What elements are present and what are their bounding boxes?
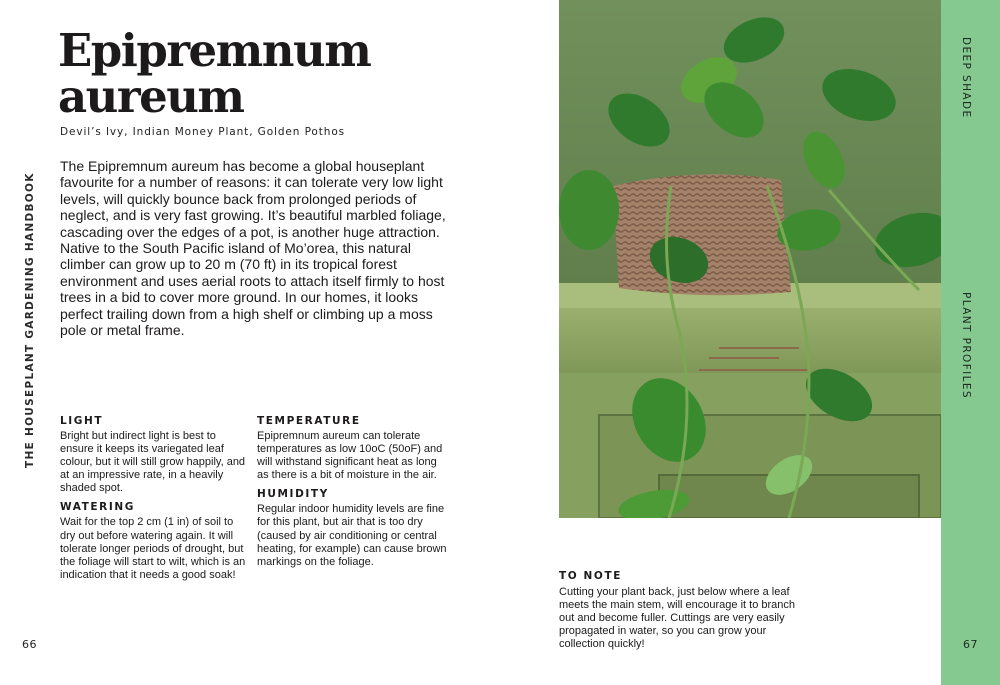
temperature-heading: TEMPERATURE — [257, 415, 361, 427]
plant-photo — [559, 0, 941, 518]
section-tab-deep-shade: DEEP SHADE — [960, 37, 972, 119]
title-line-1: Epipremnum — [58, 24, 371, 77]
section-tab-plant-profiles: PLANT PROFILES — [960, 292, 972, 399]
care-column-left — [60, 415, 250, 588]
to-note-text: Cutting your plant back, just below where a leaf meets the main stem, will encourage it to branch out and become fuller. Cuttings are very easily propagated in water, so you can grow your collection quickly! — [559, 586, 796, 651]
to-note-heading: TO NOTE — [559, 570, 622, 582]
humidity-text: Regular indoor humidity levels are fine for this plant, but air that is too dry (caused by air conditioning or central heating, for example) can cause brown markings on the foliage. — [257, 503, 447, 568]
care-section-temperature — [257, 415, 447, 482]
title-line-2: aureum — [58, 70, 244, 123]
care-column-right — [257, 415, 447, 575]
page-number-left: 66 — [22, 638, 37, 651]
light-heading: LIGHT — [60, 415, 104, 427]
watering-heading: WATERING — [60, 501, 135, 514]
section-sidebar — [941, 0, 1000, 685]
light-text: Bright but indirect light is best to ensure it keeps its variegated leaf colour, but it will still grow happily, and at an impressive rate, in a heavily shaded spot. — [60, 430, 246, 495]
care-section-humidity — [257, 488, 447, 568]
humidity-heading: HUMIDITY — [257, 488, 329, 501]
watering-text: Wait for the top 2 cm (1 in) of soil to dry out before watering again. It will tolerate longer periods of drought, but the foliage will start to wilt, which is an indication that it needs a good soak! — [60, 516, 246, 581]
to-note-section — [559, 570, 809, 657]
care-section-watering — [60, 501, 250, 581]
care-section-light — [60, 415, 250, 495]
plant-title — [58, 24, 371, 123]
right-page — [500, 0, 1000, 685]
pothos-illustration — [559, 0, 941, 518]
page-number-right: 67 — [963, 638, 978, 651]
common-names: Devil’s Ivy, Indian Money Plant, Golden Pothos — [60, 126, 346, 138]
running-title: THE HOUSEPLANT GARDENING HANDBOOK — [24, 172, 36, 468]
intro-paragraph: The Epipremnum aureum has become a global houseplant favourite for a number of reasons: it can tolerate very low light levels, will quickly bounce back from prolonged periods of neglect, and is very fast growing. It’s beautiful marbled foliage, cascading over the edges of a pot, is another huge attraction. Native to the South Pacific island of Mo’orea, this natural climber can grow up to 20 m (70 ft) in its tropical forest environment and uses aerial roots to attach itself firmly to host trees in a bid to cover more ground. In our homes, it looks perfect trailing down from a high shelf or climbing up a moss pole or metal frame. — [60, 158, 446, 339]
temperature-text: Epipremnum aureum can tolerate temperatures as low 10oC (50oF) and will withstand significant heat as long as there is a bit of moisture in the air. — [257, 430, 443, 482]
